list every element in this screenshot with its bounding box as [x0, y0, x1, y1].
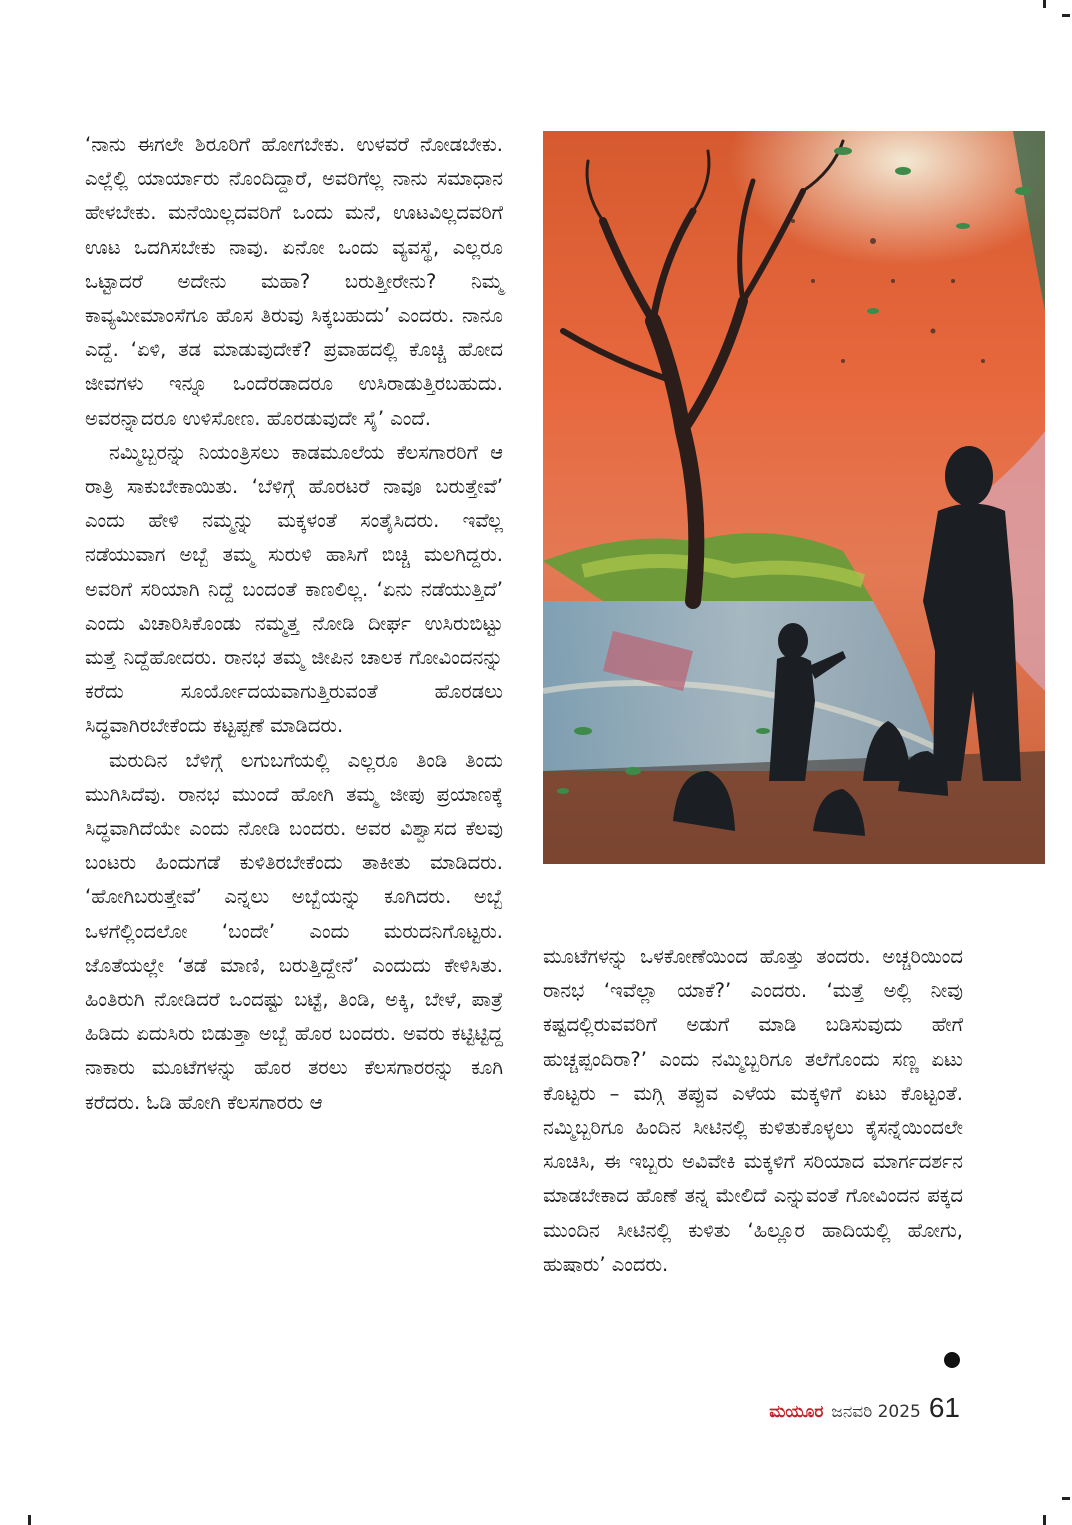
crop-mark-bottom-right: [1043, 1515, 1046, 1525]
painting-svg: [543, 131, 1045, 864]
article-column-left: [85, 128, 503, 1120]
article-paragraph: ನಮ್ಮಿಬ್ಬರನ್ನು ನಿಯಂತ್ರಿಸಲು ಕಾಡಮೂಲೆಯ ಕೆಲಸಗಾರರಿಗೆ ಆ ರಾತ್ರಿ ಸಾಕುಬೇಕಾಯಿತು. ‘ಬೆಳಿಗ್ಗೆ ಹೊರಟರೆ ನಾವೂ ಬರುತ್ತೇವೆ’ ಎಂದು ಹೇಳಿ ನಮ್ಮನ್ನು ಮಕ್ಕಳಂತೆ ಸಂತೈಸಿದರು. ಇವೆಲ್ಲ ನಡೆಯುವಾಗ ಅಬ್ಬೆ ತಮ್ಮ ಸುರುಳಿ ಹಾಸಿಗೆ ಬಿಚ್ಚಿ ಮಲಗಿದ್ದರು. ಅವರಿಗೆ ಸರಿಯಾಗಿ ನಿದ್ದೆ ಬಂದಂತೆ ಕಾಣಲಿಲ್ಲ. ‘ಏನು ನಡೆಯುತ್ತಿದೆ’ ಎಂದು ವಿಚಾರಿಸಿಕೊಂಡು ನಮ್ಮತ್ತ ನೋಡಿ ದೀರ್ಘ ಉಸಿರುಬಿಟ್ಟು ಮತ್ತೆ ನಿದ್ದೆಹೋದರು. ರಾನಭ ತಮ್ಮ ಜೀಪಿನ ಚಾಲಕ ಗೋವಿಂದನನ್ನು ಕರೆದು ಸೂರ್ಯೋದಯವಾಗುತ್ತಿರುವಂತೆ ಹೊರಡಲು ಸಿದ್ಧವಾಗಿರಬೇಕೆಂದು ಕಟ್ಟಪ್ಪಣೆ ಮಾಡಿದರು.: [85, 440, 503, 738]
article-paragraph: ‘ನಾನು ಈಗಲೇ ಶಿರೂರಿಗೆ ಹೋಗಬೇಕು. ಉಳವರೆ ನೋಡಬೇಕು. ಎಲ್ಲೆಲ್ಲಿ ಯಾರ್ಯಾರು ನೊಂದಿದ್ದಾರೆ, ಅವರಿಗೆಲ್ಲ ನಾನು ಸಮಾಧಾನ ಹೇಳಬೇಕು. ಮನೆಯಿಲ್ಲದವರಿಗೆ ಒಂದು ಮನೆ, ಊಟವಿಲ್ಲದವರಿಗೆ ಊಟ ಒದಗಿಸಬೇಕು ನಾವು. ಏನೋ ಒಂದು ವ್ಯವಸ್ಥೆ, ಎಲ್ಲರೂ ಒಟ್ಟಾದರೆ ಅದೇನು ಮಹಾ? ಬರುತ್ತೀರೇನು? ನಿಮ್ಮ ಕಾವ್ಯಮೀಮಾಂಸೆಗೂ ಹೊಸ ತಿರುವು ಸಿಕ್ಕಬಹುದು’ ಎಂದರು. ನಾನೂ ಎದ್ದೆ. ‘ಏಳಿ, ತಡ ಮಾಡುವುದೇಕೆ? ಪ್ರವಾಹದಲ್ಲಿ ಕೊಚ್ಚಿ ಹೋದ ಜೀವಗಳು ಇನ್ನೂ ಒಂದೆರಡಾದರೂ ಉಸಿರಾಡುತ್ತಿರಬಹುದು. ಅವರನ್ನಾದರೂ ಉಳಿಸೋಣ. ಹೊರಡುವುದೇ ಸೈ’ ಎಂದೆ.: [85, 133, 503, 430]
crop-mark-bottom-left: [28, 1515, 31, 1525]
issue-date: ಜನವರಿ 2025: [831, 1402, 921, 1422]
page-footer: [769, 1392, 960, 1428]
sun-glow: [543, 131, 1045, 431]
article-paragraph: ಮೂಟೆಗಳನ್ನು ಒಳಕೋಣೆಯಿಂದ ಹೊತ್ತು ತಂದರು. ಅಚ್ಚರಿಯಿಂದ ರಾನಭ ‘ಇವೆಲ್ಲಾ ಯಾಕೆ?’ ಎಂದರು. ‘ಮತ್ತೆ ಅಲ್ಲಿ ನೀವು ಕಷ್ಟದಲ್ಲಿರುವವರಿಗೆ ಅಡುಗೆ ಮಾಡಿ ಬಡಿಸುವುದು ಹೇಗೆ ಹುಚ್ಚಪ್ಪಂದಿರಾ?’ ಎಂದು ನಮ್ಮಿಬ್ಬರಿಗೂ ತಲೆಗೊಂದು ಸಣ್ಣ ಏಟು ಕೊಟ್ಟರು – ಮಗ್ಗಿ ತಪ್ಪುವ ಎಳೆಯ ಮಕ್ಕಳಿಗೆ ಏಟು ಕೊಟ್ಟಂತೆ. ನಮ್ಮಿಬ್ಬರಿಗೂ ಹಿಂದಿನ ಸೀಟಿನಲ್ಲಿ ಕುಳಿತುಕೊಳ್ಳಲು ಕೈಸನ್ನೆಯಿಂದಲೇ ಸೂಚಿಸಿ, ಈ ಇಬ್ಬರು ಅವಿವೇಕಿ ಮಕ್ಕಳಿಗೆ ಸರಿಯಾದ ಮಾರ್ಗದರ್ಶನ ಮಾಡಬೇಕಾದ ಹೊಣೆ ತನ್ನ ಮೇಲಿದೆ ಎನ್ನುವಂತೆ ಗೋವಿಂದನ ಪಕ್ಕದ ಮುಂದಿನ ಸೀಟಿನಲ್ಲಿ ಕುಳಿತು ‘ಹಿಲ್ಲೂರ ಹಾದಿಯಲ್ಲಿ ಹೋಗು, ಹುಷಾರು’ ಎಂದರು.: [543, 945, 963, 1276]
story-illustration: [543, 131, 1045, 864]
crop-mark-right-upper: [1062, 14, 1070, 17]
page-number: 61: [928, 1392, 960, 1423]
crop-mark-right-lower: [1062, 1497, 1070, 1500]
end-of-story-bullet: [944, 1352, 960, 1368]
article-paragraph: ಮರುದಿನ ಬೆಳಿಗ್ಗೆ ಲಗುಬಗೆಯಲ್ಲಿ ಎಲ್ಲರೂ ತಿಂಡಿ ತಿಂದು ಮುಗಿಸಿದೆವು. ರಾನಭ ಮುಂದೆ ಹೋಗಿ ತಮ್ಮ ಜೀಪು ಪ್ರಯಾಣಕ್ಕೆ ಸಿದ್ಧವಾಗಿದೆಯೇ ಎಂದು ನೋಡಿ ಬಂದರು. ಅವರ ವಿಶ್ವಾಸದ ಕೆಲವು ಬಂಟರು ಹಿಂದುಗಡೆ ಕುಳಿತಿರಬೇಕೆಂದು ತಾಕೀತು ಮಾಡಿದರು. ‘ಹೋಗಿಬರುತ್ತೇವೆ’ ಎನ್ನಲು ಅಬ್ಬೆಯನ್ನು ಕೂಗಿದರು. ಅಬ್ಬೆ ಒಳಗೆಲ್ಲಿಂದಲೋ ‘ಬಂದೇ’ ಎಂದು ಮರುದನಿಗೊಟ್ಟರು. ಜೊತೆಯಲ್ಲೇ ‘ತಡೆ ಮಾಣಿ, ಬರುತ್ತಿದ್ದೇನೆ’ ಎಂದುದು ಕೇಳಿಸಿತು. ಹಿಂತಿರುಗಿ ನೋಡಿದರೆ ಒಂದಷ್ಟು ಬಟ್ಟೆ, ತಿಂಡಿ, ಅಕ್ಕಿ, ಬೇಳೆ, ಪಾತ್ರೆ ಹಿಡಿದು ಏದುಸಿರು ಬಿಡುತ್ತಾ ಅಬ್ಬೆ ಹೊರ ಬಂದರು. ಅವರು ಕಟ್ಟಿಟ್ಟಿದ್ದ ನಾಕಾರು ಮೂಟೆಗಳನ್ನು ಹೊರ ತರಲು ಕೆಲಸಗಾರರನ್ನು ಕೂಗಿ ಕರೆದರು. ಓಡಿ ಹೋಗಿ ಕೆಲಸಗಾರರು ಆ: [85, 748, 503, 1114]
crop-mark-top-right: [1043, 0, 1046, 8]
magazine-name: ಮಯೂರ: [769, 1402, 824, 1422]
article-column-right: [543, 940, 963, 1282]
